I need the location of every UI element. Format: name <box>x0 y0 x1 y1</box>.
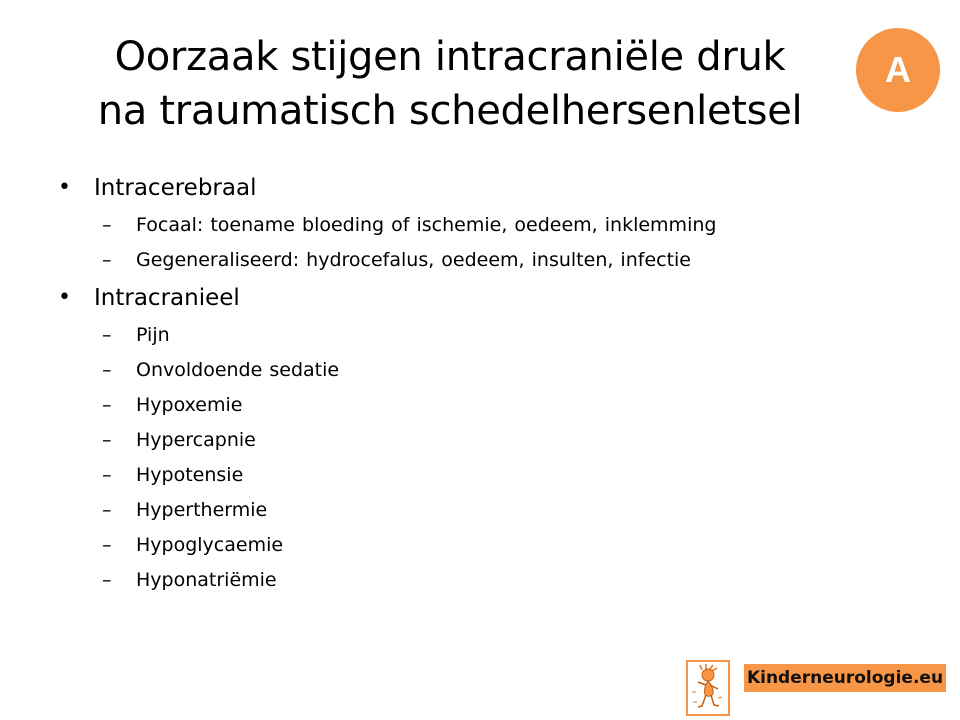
slide-title <box>40 30 860 138</box>
sub-dash: – <box>102 249 112 271</box>
sub-item-text: Gegeneraliseerd: hydrocefalus, oedeem, insulten, infectie <box>136 249 691 271</box>
sub-item-text: Focaal: toename bloeding of ischemie, oedeem, inklemming <box>136 214 717 236</box>
child-figure-icon <box>686 660 730 716</box>
logo-text-box <box>744 664 946 692</box>
sub-dash: – <box>102 569 112 591</box>
bullet-heading: Intracerebraal <box>94 175 257 201</box>
bullet-dot: • <box>58 175 71 200</box>
footer-logo <box>686 660 948 716</box>
sub-item-text: Onvoldoende sedatie <box>136 359 340 381</box>
sub-item <box>58 208 898 243</box>
sub-item <box>58 528 898 563</box>
sub-item-text: Hypoglycaemie <box>136 534 284 556</box>
bullet-list <box>58 168 898 598</box>
sub-dash: – <box>102 499 112 521</box>
sub-dash: – <box>102 534 112 556</box>
logo-text: Kinderneurologie.eu <box>746 668 944 688</box>
sub-item <box>58 493 898 528</box>
sub-item <box>58 318 898 353</box>
sub-item-text: Pijn <box>136 324 170 346</box>
child-figure-drawing <box>688 662 728 714</box>
sub-item-text: Hypoxemie <box>136 394 243 416</box>
sub-dash: – <box>102 214 112 236</box>
sub-item <box>58 388 898 423</box>
title-line-2: na traumatisch schedelhersenletsel <box>97 88 803 134</box>
bullet-item-intracerebraal <box>58 168 898 208</box>
sub-item <box>58 563 898 598</box>
sub-item-text: Hyperthermie <box>136 499 268 521</box>
sub-item-text: Hypotensie <box>136 464 244 486</box>
sub-item-text: Hypercapnie <box>136 429 256 451</box>
sub-item <box>58 458 898 493</box>
sub-item <box>58 243 898 278</box>
sub-item-text: Hyponatriëmie <box>136 569 277 591</box>
sub-dash: – <box>102 394 112 416</box>
bullet-dot: • <box>58 285 71 310</box>
sub-dash: – <box>102 359 112 381</box>
bullet-item-intracranieel <box>58 278 898 318</box>
sub-dash: – <box>102 429 112 451</box>
section-badge: A <box>856 28 940 112</box>
sub-item <box>58 353 898 388</box>
sub-dash: – <box>102 464 112 486</box>
title-line-1: Oorzaak stijgen intracraniële druk <box>114 34 786 80</box>
bullet-heading: Intracranieel <box>94 285 240 311</box>
sub-item <box>58 423 898 458</box>
sub-dash: – <box>102 324 112 346</box>
